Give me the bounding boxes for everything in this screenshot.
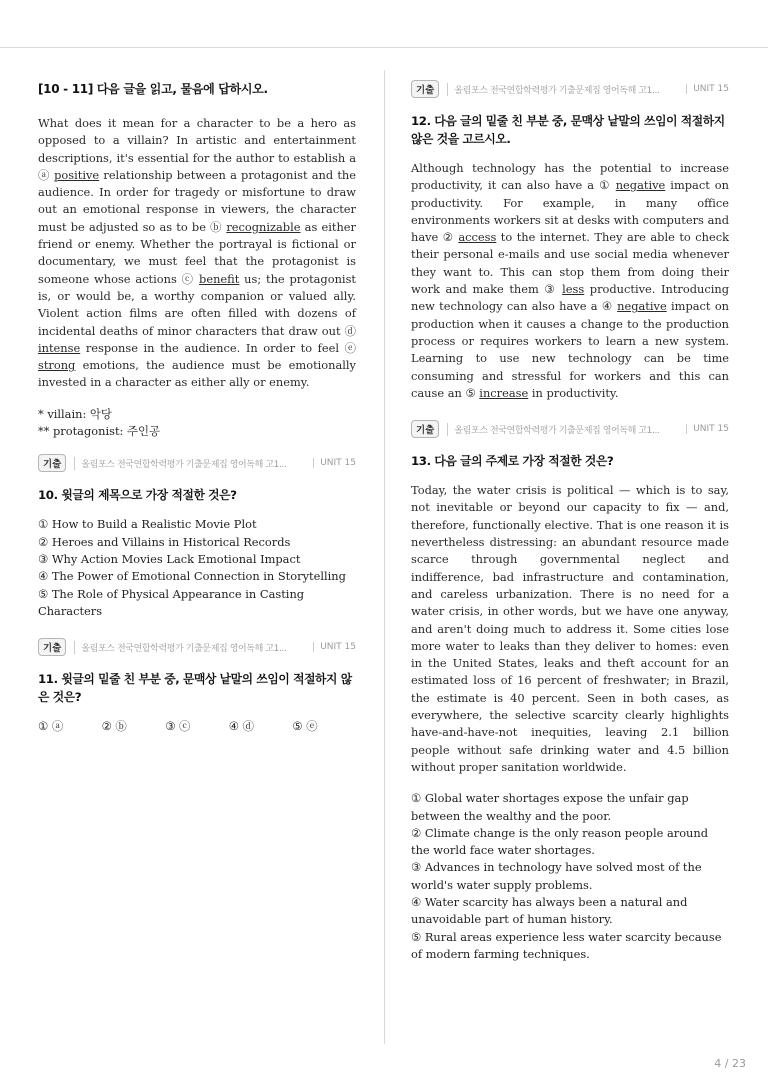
question-source-bar (38, 638, 356, 656)
question-13-options (411, 790, 729, 963)
question-source-bar (411, 80, 729, 98)
option-5[interactable]: ⑤ Rural areas experience less water scarcity because of modern farming techniques. (411, 929, 722, 961)
source-title: 올림포스 전국연합학력평가 기출문제집 영어독해 고1... (447, 83, 678, 96)
option-2[interactable]: ② Heroes and Villains in Historical Records (38, 534, 291, 549)
footnote-villain: * villain: 악당 (38, 406, 112, 421)
option-1[interactable]: ① How to Build a Realistic Movie Plot (38, 517, 257, 532)
underlined-word: benefit (199, 271, 240, 286)
underlined-word: negative (615, 178, 666, 193)
underlined-word: increase (479, 385, 529, 400)
option-4[interactable]: ④ Water scarcity has always been a natural and unavoidable part of human history. (411, 894, 688, 927)
source-title: 올림포스 전국연합학력평가 기출문제집 영어독해 고1... (74, 457, 305, 470)
passage-text: emotions, the audience must be emotionally invested in a character as either ally or enemy. (38, 358, 356, 390)
footnote-protagonist: ** protagonist: 주인공 (38, 424, 160, 439)
footnotes (38, 406, 356, 441)
option-5[interactable]: ⑤ The Role of Physical Appearance in Casting Characters (38, 586, 305, 618)
unit-label: UNIT 15 (313, 458, 356, 468)
right-column (411, 80, 729, 963)
option-2[interactable]: ② ⓑ (101, 719, 127, 734)
passage-text: impact on production when it causes a change to the production process or requires workers to learn a new system. Learning to use new technology can be time consuming and stressful for workers and this can cause an ⑤ (411, 299, 730, 400)
passage-text: relationship between a protagonist and the audience. In order for tragedy or misfortune to draw out an emotional response in viewers, the character must be adjusted so as to be ⓑ (38, 167, 356, 234)
option-4[interactable]: ④ ⓓ (228, 719, 255, 734)
source-title: 올림포스 전국연합학력평가 기출문제집 영어독해 고1... (447, 423, 678, 436)
page-number: 4 / 23 (714, 1057, 746, 1070)
underlined-word: access (458, 230, 497, 245)
passage-text: Although technology has the potential to increase productivity, it can also have a ① (411, 161, 729, 193)
passage-text: to the internet. They are able to check their personal e-mails and use social media whenever they want to. This can stop them from doing their work and make them ③ (411, 230, 729, 297)
option-3[interactable]: ③ Why Action Movies Lack Emotional Impact (38, 551, 301, 566)
passage-text: impact on productivity. For example, in many office environments workers sit at desks with computers and have ② (411, 178, 729, 245)
passage-text: as either friend or enemy. Whether the portrayal is fictional or documentary, we must feel that the protagonist is someone whose actions ⓒ (38, 219, 356, 286)
source-tag: 기출 (411, 80, 439, 98)
header-divider (0, 47, 768, 48)
question-10-title: 10. 윗글의 제목으로 가장 적절한 것은? (38, 488, 237, 503)
source-tag: 기출 (38, 454, 66, 472)
passage-text: in productivity. (528, 385, 619, 400)
underlined-word: negative (617, 299, 667, 314)
question-10-options (38, 516, 356, 620)
option-1[interactable]: ① Global water shortages expose the unfair gap between the wealthy and the poor. (411, 791, 689, 823)
option-5[interactable]: ⑤ ⓔ (292, 719, 318, 734)
unit-label: UNIT 15 (313, 642, 356, 652)
unit-label: UNIT 15 (686, 424, 729, 434)
question-source-bar (411, 420, 729, 438)
option-2[interactable]: ② Climate change is the only reason people around the world face water shortages. (411, 825, 709, 858)
question-11-options (38, 718, 356, 734)
underlined-word: less (562, 282, 585, 297)
passage-technology-productivity (411, 160, 729, 402)
passage-text: productive. Introducing new technology can also have a ④ (411, 282, 729, 314)
passage-hero-villain (38, 115, 356, 392)
underlined-word: intense (38, 340, 81, 355)
unit-label: UNIT 15 (686, 84, 729, 94)
passage-text: What does it mean for a character to be a hero as opposed to a villain? In artistic and entertainment descriptions, it's essential for the author to establish a ⓐ (38, 116, 356, 182)
left-column (38, 80, 356, 734)
option-4[interactable]: ④ The Power of Emotional Connection in Storytelling (38, 569, 346, 584)
option-3[interactable]: ③ ⓒ (165, 719, 191, 734)
source-tag: 기출 (411, 420, 439, 438)
underlined-word: recognizable (226, 219, 301, 234)
question-11-title: 11. 윗글의 밑줄 친 부분 중, 문맥상 낱말의 쓰임이 적절하지 않은 것은? (38, 672, 352, 705)
passage-text: response in the audience. In order to feel ⓔ (80, 340, 356, 355)
section-title: [10 - 11] 다음 글을 읽고, 물음에 답하시오. (38, 82, 268, 96)
passage-water-crisis: Today, the water crisis is political — which is to say, not inevitable or beyond our capacity to fix — and, therefore, functionally elective. That is one reason it is nevertheless distressing: an abundant resource made scarce through governmental neglect and indifference, bad infrastructure and contamination, and careless urbanization. There is no need for a water crisis, in other words, but we have one anyway, and aren't doing much to address it. Some cities lose more water to leaks than they deliver to homes: even in the United States, leaks and theft account for an estimated loss of 16 percent of freshwater; in Brazil, the estimate is 40 percent. Seen in both cases, as everywhere, the selective scarcity clearly highlights have-and-have-not inequities, leaving 2.1 billion people without safe drinking water and 4.5 billion without proper sanitation worldwide. (411, 483, 729, 774)
option-3[interactable]: ③ Advances in technology have solved most of the world's water supply problems. (411, 860, 702, 892)
source-title: 올림포스 전국연합학력평가 기출문제집 영어독해 고1... (74, 641, 305, 654)
question-12-title: 12. 다음 글의 밑줄 친 부분 중, 문맥상 낱말의 쓰임이 적절하지 않은 것을 고르시오. (411, 114, 725, 146)
column-divider (384, 70, 385, 1044)
question-source-bar (38, 454, 356, 472)
underlined-word: strong (38, 358, 76, 373)
source-tag: 기출 (38, 638, 66, 656)
underlined-word: positive (54, 167, 100, 182)
option-1[interactable]: ① ⓐ (38, 719, 64, 734)
question-13-title: 13. 다음 글의 주제로 가장 적절한 것은? (411, 454, 614, 469)
passage-text: us; the protagonist is, or would be, a worthy companion or valued ally. Violent action films are often filled with dozens of incidental deaths of minor characters that draw out ⓓ (38, 271, 356, 338)
